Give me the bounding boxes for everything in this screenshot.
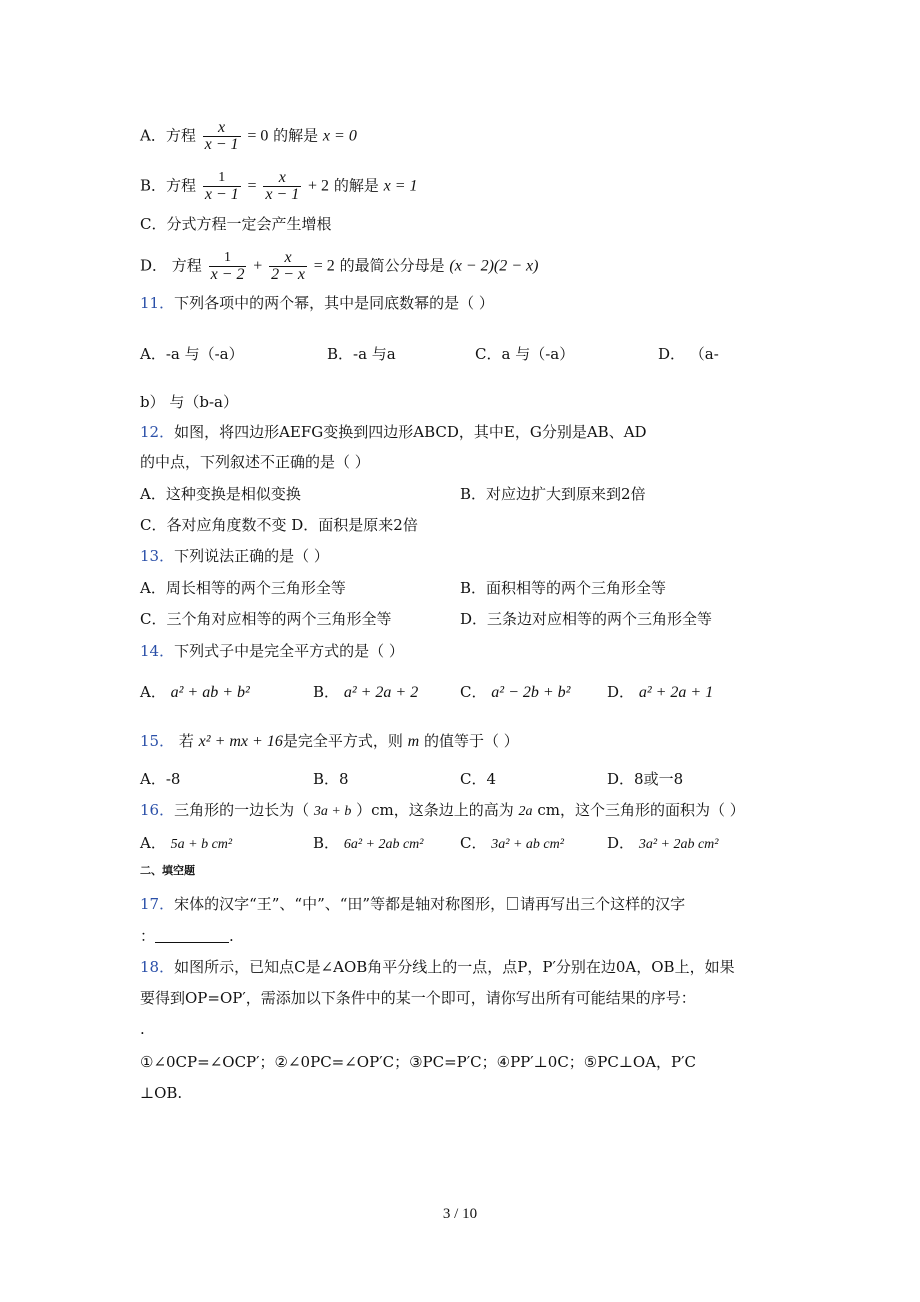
question-18-line5: ⊥OB. — [140, 1084, 183, 1102]
question-17: 17．宋体的汉字“王”、“中”、“田”等都是轴对称图形， 请再写出三个这样的汉字 — [140, 895, 686, 913]
question-number: 17． — [140, 895, 175, 913]
q10-option-c: C．分式方程一定会产生增根 — [140, 215, 332, 233]
question-12 — [140, 421, 647, 443]
q12-option-a: A．这种变换是相似变换 — [140, 485, 301, 503]
q12-option-c-d: C．各对应角度数不变 D．面积是原来2倍 — [140, 516, 418, 534]
question-text: 如图，将四边形AEFG变换到四边形ABCD，其中E，G分别是AB、AD — [174, 423, 647, 441]
q13-option-a: A．周长相等的两个三角形全等 — [140, 579, 346, 597]
question-18-line3: . — [140, 1020, 145, 1038]
question-number: 16． — [140, 801, 175, 819]
section-heading: 二、填空题 — [140, 864, 195, 877]
question-18-line4: ①∠0CP=∠OCP′；②∠0PC=∠OP′C；③PC=P′C；④PP′⊥0C；⑤PC⊥OA，P′C — [140, 1053, 697, 1071]
fraction: $\frac{x}{2 - x}$ — [271, 249, 305, 283]
question-text: 下列说法正确的是（ ） — [174, 547, 329, 565]
q10-option-d: D． 方程 $\frac{1}{x - 2}$ + $\frac{x}{2 - x}$ = 2 的最简公分母是 (x − 2)(2 − x) — [140, 249, 539, 283]
q10-option-a: A．方程 $\frac{x}{x - 1}$ = 0 的解是 x = 0 — [140, 119, 357, 153]
q14-option-b: B． a² + 2a + 2 — [313, 683, 419, 701]
q13-option-d: D．三条边对应相等的两个三角形全等 — [460, 610, 713, 628]
q10-option-b: B．方程 $\frac{1}{x - 1}$ = $\frac{x}{x - 1}$ + 2 的解是 x = 1 — [140, 169, 418, 203]
q15-option-b: B．8 — [313, 770, 349, 788]
q15-option-d: D．8或一8 — [607, 770, 684, 788]
question-12-line2: 的中点，下列叙述不正确的是（ ） — [140, 453, 370, 471]
q14-option-c: C． a² − 2b + b² — [460, 683, 571, 701]
page-number: 3 / 10 — [442, 1206, 478, 1222]
question-number: 11． — [140, 294, 175, 312]
fraction: $\frac{x}{x - 1}$ — [265, 169, 300, 203]
question-number: 14． — [140, 642, 175, 660]
question-14 — [140, 640, 404, 662]
q16-option-a: A． 5a + b cm² — [140, 834, 233, 852]
question-13 — [140, 545, 329, 567]
question-16: 16．三角形的一边长为（ 3a + b ）cm，这条边上的高为 2a cm，这个三角形的面积为（ ） — [140, 801, 745, 819]
q14-option-d: D． a² + 2a + 1 — [607, 683, 714, 701]
answer-blank[interactable] — [155, 930, 229, 943]
q13-option-b: B．面积相等的两个三角形全等 — [460, 579, 667, 597]
question-number: 13． — [140, 547, 175, 565]
fraction: $\frac{x}{x - 1}$ — [204, 119, 239, 153]
q16-option-b: B． 6a² + 2ab cm² — [313, 834, 424, 852]
question-11 — [140, 292, 494, 314]
q14-option-a: A． a² + ab + b² — [140, 683, 250, 701]
q11-option-c: C．a 与（-a） — [475, 345, 575, 363]
q16-option-c: C． 3a² + ab cm² — [460, 834, 564, 852]
question-number: 18． — [140, 958, 175, 976]
q16-option-d: D． 3a² + 2ab cm² — [607, 834, 719, 852]
q11-option-b: B．-a 与a — [327, 345, 396, 363]
q15-option-c: C．4 — [460, 770, 497, 788]
q11-option-d: D． （a- — [658, 345, 719, 363]
question-18: 18．如图所示，已知点C是∠AOB角平分线上的一点，点P，P′分别在边0A，OB上，如果 — [140, 958, 735, 976]
question-text: 下列式子中是完全平方式的是（ ） — [174, 642, 404, 660]
q15-option-a: A．-8 — [140, 770, 181, 788]
q12-option-b: B．对应边扩大到原来到2倍 — [460, 485, 646, 503]
option-label: A．方程 — [140, 126, 196, 145]
fraction: $\frac{1}{x - 1}$ — [204, 170, 239, 203]
placeholder-box-icon — [507, 897, 518, 910]
question-number: 15． — [140, 732, 175, 750]
q11-option-a: A．-a 与（-a） — [140, 345, 244, 363]
question-17-line2: ： . — [140, 927, 234, 945]
question-18-line2: 要得到OP=OP′，需添加以下条件中的某一个即可，请你写出所有可能结果的序号： — [140, 989, 696, 1007]
question-15: 15． 若 x² + mx + 16是完全平方式，则 m 的值等于（ ） — [140, 732, 519, 750]
q13-option-c: C．三个角对应相等的两个三角形全等 — [140, 610, 392, 628]
question-number: 12． — [140, 423, 175, 441]
question-text: 下列各项中的两个幂，其中是同底数幂的是（ ） — [174, 294, 494, 312]
q11-option-d-continued: b） 与（b-a） — [140, 393, 238, 411]
fraction: $\frac{1}{x - 2}$ — [210, 250, 245, 283]
